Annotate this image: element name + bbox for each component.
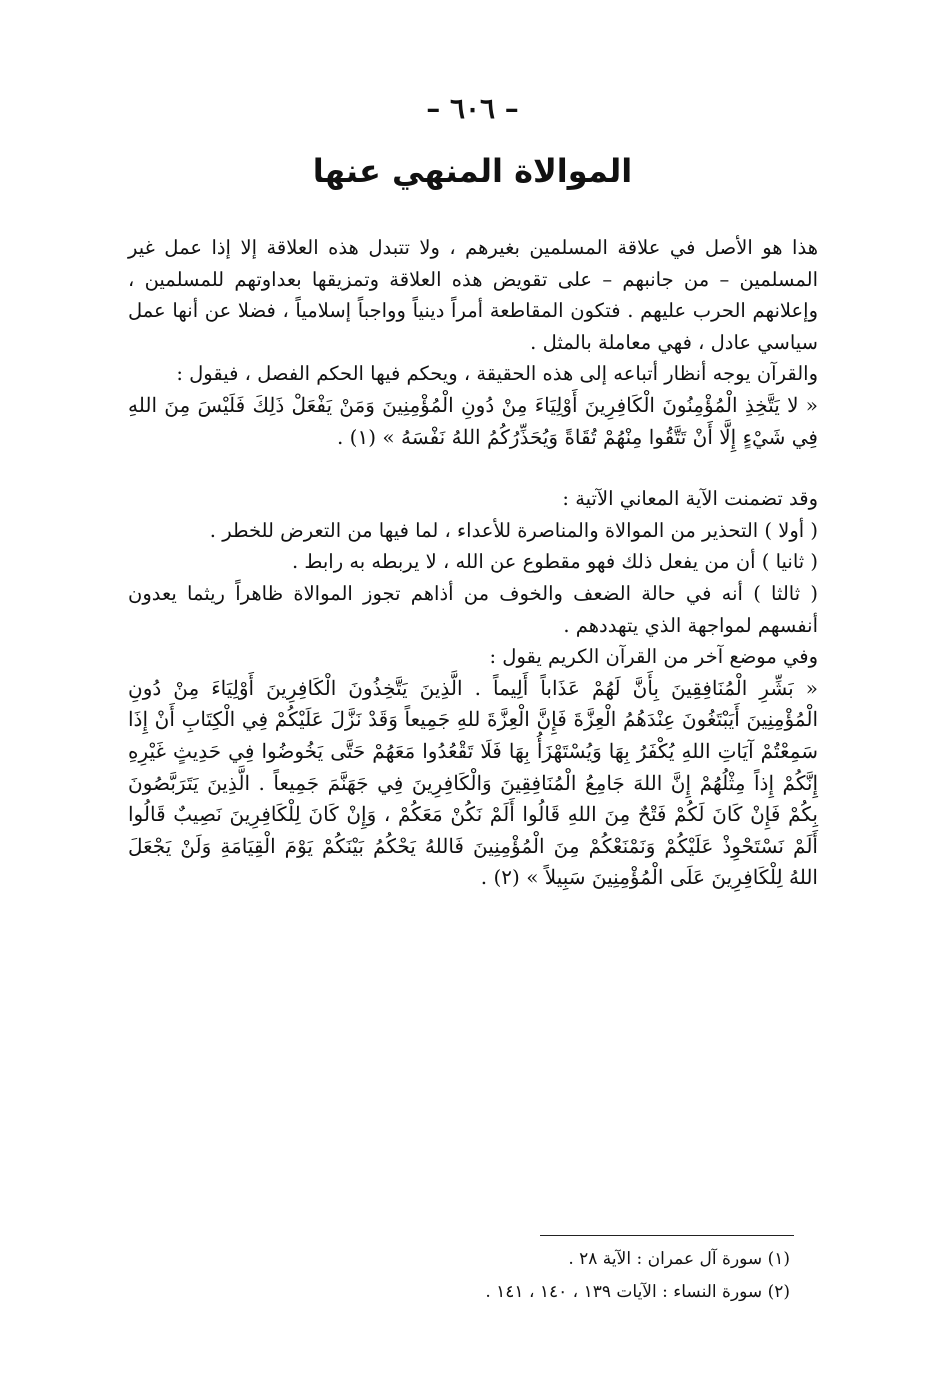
meaning-first: ( أولا ) التحذير من الموالاة والمناصرة للأعداء ، لما فيها من التعرض للخطر . (209, 518, 818, 542)
paragraph-gap (128, 453, 818, 483)
quran-verse-2: « بَشِّرِ الْمُنَافِقِينَ بِأَنَّ لَهُمْ عَذَاباً أَلِيماً . الَّذِينَ يَتَّخِذُونَ الْكَافِرِينَ أَوْلِيَاءَ مِنْ دُونِ الْمُؤْمِنِينَ أَيَبْتَغُونَ عِنْدَهُمُ الْعِزَّةَ فَإِنَّ الْعِزَّةَ للهِ جَمِيعاً وَقَدْ نَزَّلَ عَلَيْكُمْ فِي الْكِتَابِ أَنْ إِذَا سَمِعْتُمْ آيَاتِ اللهِ يُكْفَرُ بِهَا وَيُسْتَهْزَأُ بِهَا فَلَا تَقْعُدُوا مَعَهُمْ حَتَّى يَخُوضُوا فِي حَدِيثٍ غَيْرِهِ إِنَّكُمْ إِذاً مِثْلُهُمْ إِنَّ اللهَ جَامِعُ الْمُنَافِقِينَ وَالْكَافِرِينَ فِي جَهَنَّمَ جَمِيعاً . الَّذِينَ يَتَرَبَّصُونَ بِكُمْ فَإِنْ كَانَ لَكُمْ فَتْحٌ مِنَ اللهِ قَالُوا أَلَمْ نَكُنْ مَعَكُمْ ، وَإِنْ كَانَ لِلْكَافِرِينَ نَصِيبٌ قَالُوا أَلَمْ نَسْتَحْوِذْ عَلَيْكُمْ وَنَمْنَعْكُمْ مِنَ الْمُؤْمِنِينَ فَاللهُ يَحْكُمُ بَيْنَكُمْ يَوْمَ الْقِيَامَةِ وَلَنْ يَجْعَلَ اللهُ لِلْكَافِرِينَ عَلَى الْمُؤْمِنِينَ سَبِيلاً » (٢) . (128, 675, 818, 890)
paragraph-intro: هذا هو الأصل في علاقة المسلمين بغيرهم ، ولا تتبدل هذه العلاقة إلا إذا عمل غير المسلمين – من جانبهم – على تقويض هذه العلاقة وتمزيقها بعداوتهم للمسلمين ، وإعلانهم الحرب عليهم . فتكون المقاطعة أمراً دينياً وواجباً إسلامياً ، فضلا عن أنها عمل سياسي عادل ، فهي معاملة بالمثل . (128, 236, 818, 354)
footnote-1: (١) سورة آل عمران : الآية ٢٨ . (568, 1249, 790, 1269)
paragraph-quran-intro: والقرآن يوجه أنظار أتباعه إلى هذه الحقيقة ، ويحكم فيها الحكم الفصل ، فيقول : (176, 362, 818, 386)
quran-verse-1: « لا يَتَّخِذِ الْمُؤْمِنُونَ الْكَافِرِينَ أَوْلِيَاءَ مِنْ دُونِ الْمُؤْمِنِينَ وَمَنْ يَفْعَلْ ذَلِكَ فَلَيْسَ مِنَ اللهِ فِي شَيْءٍ إِلَّا أَنْ تَتَّقُوا مِنْهُمْ تُقَاةً وَيُحَذِّرُكُمُ اللهُ نَفْسَهُ » (١) . (128, 392, 818, 449)
meaning-second: ( ثانيا ) أن من يفعل ذلك فهو مقطوع عن الله ، لا يربطه به رابط . (291, 550, 818, 574)
page-number: – ٦٠٦ – (426, 92, 519, 125)
body-text (128, 232, 818, 894)
footnote-divider (540, 1235, 794, 1236)
page-title: الموالاة المنهي عنها (312, 152, 633, 190)
meaning-third: ( ثالثا ) أنه في حالة الضعف والخوف من أذاهم تجوز الموالاة ظاهراً ريثما يعدون أنفسهم لمواجهة الذي يتهددهم . (128, 581, 818, 637)
paragraph-meanings-intro: وقد تضمنت الآية المعاني الآتية : (562, 487, 818, 511)
footnotes (400, 1243, 790, 1309)
paragraph-another-place: وفي موضع آخر من القرآن الكريم يقول : (489, 645, 818, 669)
footnote-2: (٢) سورة النساء : الآيات ١٣٩ ، ١٤٠ ، ١٤١ . (485, 1282, 790, 1302)
